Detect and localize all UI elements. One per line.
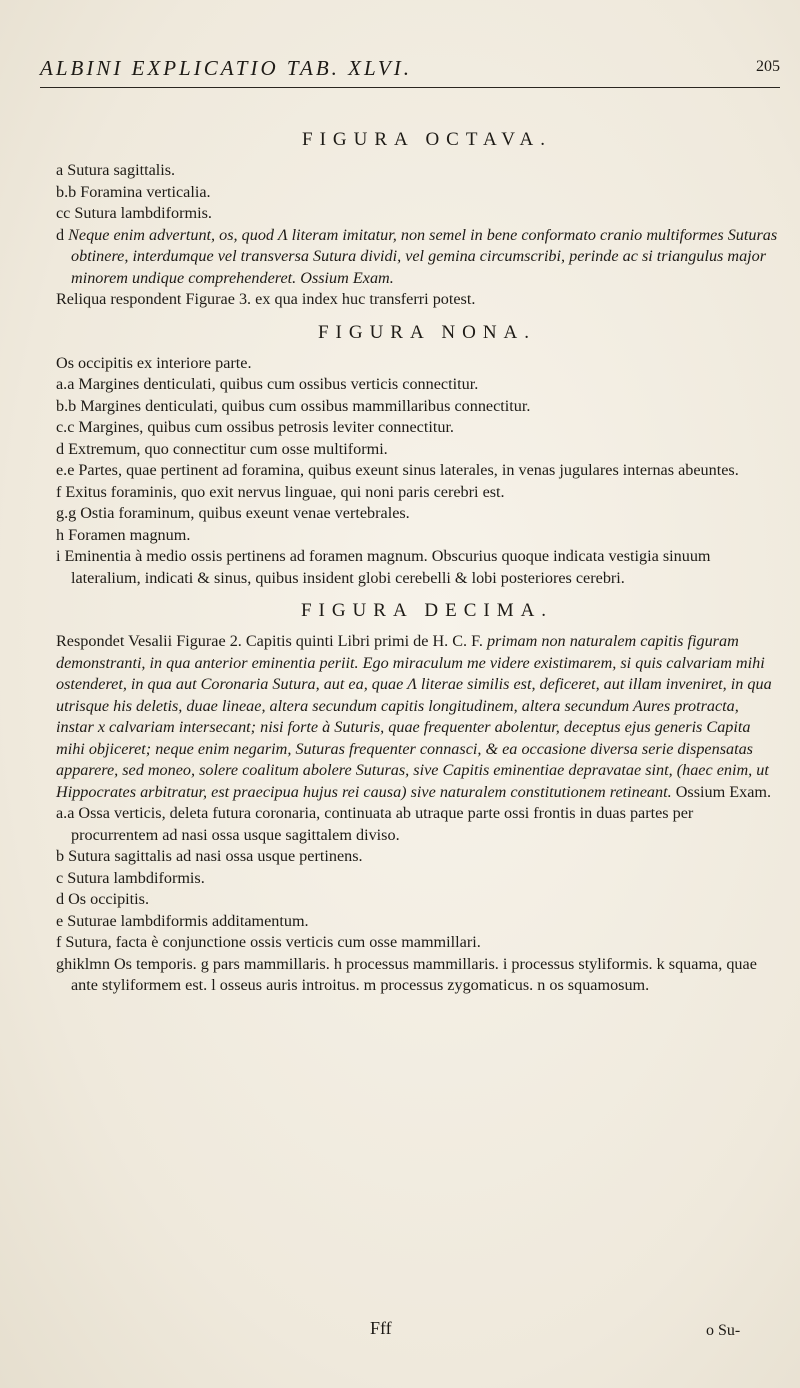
legend-entry: i Eminentia à medio ossis pertinens ad foramen magnum. Obscurius quoque indicata vestigia sinuum lateralium, indicati & sinus, quibus insident globi cerebelli & lobi posteriores cerebri. <box>56 547 711 587</box>
figura-nona-heading: FIGURA NONA. <box>317 321 537 343</box>
legend-entry: a.a Ossa verticis, deleta futura coronaria, continuata ab utraque parte ossi frontis in duas partes per procurrentem ad nasi ossa usque sagittalem diviso. <box>56 804 694 844</box>
legend-entry: ghiklmn Os temporis. g pars mammillaris. h processus mammillaris. i processus styliformis. k squama, quae ante styliformem est. l osseus auris introitus. m processus zygomaticus. n os squamosum. <box>56 954 757 994</box>
legend-entry: e.e Partes, quae pertinent ad foramina, quibus exeunt sinus laterales, in venas jugulares internas abeuntes. <box>56 461 739 479</box>
figura-decima-commentary: Respondet Vesalii Figurae 2. Capitis quinti Libri primi de H. C. F. primam non naturalem capitis figuram demonstranti, in qua anterior eminentia periit. Ego miraculum me videre existimarem, si quis calvariam mihi ostenderet, in qua aut Coronaria Sutura, aut ea, quae Λ literae similis est, deficeret, aut illam inveniret, in qua utrisque his deletis, duae lineae, altera secundum capitis longitudinem, altera secundum Aures protracta, instar x calvariam intersecant; nisi forte à Suturis, quae frequenter abolentur, deceptus ejus generis Capita mihi objiceret; neque enim negarim, Suturas frequenter connasci, & ea occasione diversa serie dispensatas apparere, sed moneo, solere coalitum abolere Suturas, sive Capitis eminentiae depravatae sint, (haec enim, ut Hippocrates arbitratur, est praecipua hujus rei causa) sive naturalem constitutionem retineant. Ossium Exam. <box>56 632 772 801</box>
legend-entry: a Sutura sagittalis. <box>56 161 176 179</box>
figura-octava-heading: FIGURA OCTAVA. <box>302 129 552 150</box>
legend-entry: d Os occipitis. <box>56 890 150 908</box>
legend-entry: h Foramen magnum. <box>56 525 191 544</box>
catchword: o Su- <box>706 1322 741 1339</box>
legend-entry: b.b Margines denticulati, quibus cum ossibus mammillaribus connectitur. <box>56 396 531 415</box>
legend-entry: f Sutura, facta è conjunctione ossis verticis cum osse mammillari. <box>56 933 481 951</box>
legend-entry: cc Sutura lambdiformis. <box>56 204 212 222</box>
signature-mark: Fff <box>370 1318 392 1338</box>
reliqua-note: Reliqua respondent Figurae 3. ex qua index huc transferri potest. <box>56 290 476 308</box>
legend-entry: g.g Ostia foraminum, quibus exeunt venae vertebrales. <box>56 504 410 522</box>
legend-entry: d Neque enim advertunt, os, quod Λ literam imitatur, non semel in bene conformato cranio multiformes Suturas obtinere, interdumque vel transversa Sutura dividi, vel gemina circumscribi, perinde ac si triangulus major minorem undique comprehenderet. Ossium Exam. <box>56 225 778 287</box>
header-rule <box>40 87 780 88</box>
legend-entry: c.c Margines, quibus cum ossibus petrosis leviter connectitur. <box>56 418 454 436</box>
legend-entry: b.b Foramina verticalia. <box>56 182 211 201</box>
figura-decima-heading: FIGURA DECIMA. <box>300 600 554 621</box>
legend-entry: a.a Margines denticulati, quibus cum ossibus verticis connectitur. <box>56 375 479 393</box>
text-body <box>56 126 778 997</box>
figura-nona-intro: Os occipitis ex interiore parte. <box>56 353 252 372</box>
legend-entry: c Sutura lambdiformis. <box>56 868 205 887</box>
running-header <box>40 56 780 82</box>
legend-entry: b Sutura sagittalis ad nasi ossa usque pertinens. <box>56 847 363 865</box>
running-title: ALBINI EXPLICATIO TAB. XLVI. <box>40 56 412 80</box>
legend-entry: f Exitus foraminis, quo exit nervus linguae, qui noni paris cerebri est. <box>56 482 505 501</box>
legend-entry: d Extremum, quo connectitur cum osse multiformi. <box>56 439 388 458</box>
legend-entry: e Suturae lambdiformis additamentum. <box>56 911 309 930</box>
page-number: 205 <box>756 58 780 75</box>
